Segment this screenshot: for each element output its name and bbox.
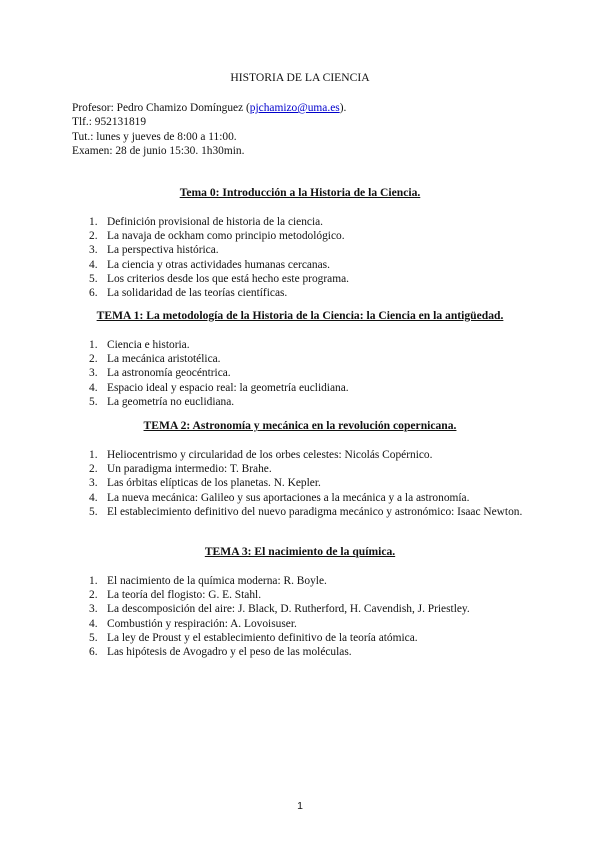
list-item — [72, 243, 528, 257]
list-item — [72, 574, 528, 588]
list-item — [72, 338, 528, 352]
course-info — [72, 101, 346, 158]
item-text: Un paradigma intermedio: T. Brahe. — [107, 463, 272, 476]
item-number: 1. — [89, 449, 98, 461]
item-number: 5. — [89, 505, 98, 518]
item-text: Combustión y respiración: A. Lovoisuser. — [107, 617, 297, 630]
section-heading: Tema 0: Introducción a la Historia de la Ciencia. — [179, 186, 421, 199]
item-text: El nacimiento de la química moderna: R. Boyle. — [107, 575, 327, 587]
item-number: 4. — [89, 381, 98, 394]
item-number: 6. — [89, 646, 98, 659]
list-item — [72, 258, 528, 272]
list-item — [72, 631, 528, 645]
tutoring-line: Tut.: lunes y jueves de 8:00 a 11:00. — [72, 130, 237, 143]
section-heading: TEMA 3: El nacimiento de la química. — [204, 545, 396, 558]
item-text: La geometría no euclidiana. — [107, 395, 235, 408]
item-text: El establecimiento definitivo del nuevo paradigma mecánico y astronómico: Isaac Newton. — [107, 505, 523, 518]
professor-email-link[interactable]: pjchamizo@uma.es — [249, 102, 340, 114]
item-text: Heliocentrismo y circularidad de los orbes celestes: Nicolás Copérnico. — [107, 449, 433, 461]
item-number: 5. — [89, 631, 98, 644]
item-number: 1. — [89, 216, 98, 228]
item-text: Los criterios desde los que está hecho este programa. — [107, 272, 349, 285]
item-text: Ciencia e historia. — [107, 339, 190, 351]
list-item — [72, 215, 528, 229]
list-item — [72, 272, 528, 286]
topic-list — [72, 448, 528, 519]
item-text: Definición provisional de historia de la ciencia. — [107, 216, 324, 228]
list-item — [72, 352, 528, 366]
exam-line: Examen: 28 de junio 15:30. 1h30min. — [72, 144, 245, 157]
page-number: 1 — [297, 800, 303, 812]
list-item — [72, 286, 528, 300]
list-item — [72, 395, 528, 409]
professor-prefix: Profesor: Pedro Chamizo Domínguez ( — [72, 102, 250, 114]
section-tema-2 — [72, 419, 528, 519]
item-number: 3. — [89, 477, 98, 490]
professor-suffix: ). — [339, 102, 347, 114]
item-text: Las órbitas elípticas de los planetas. N. Kepler. — [107, 477, 321, 490]
section-tema-0 — [72, 186, 528, 300]
list-item — [72, 366, 528, 380]
item-text: Espacio ideal y espacio real: la geometría euclidiana. — [107, 381, 349, 394]
section-tema-1 — [72, 309, 528, 409]
document-title: HISTORIA DE LA CIENCIA — [230, 71, 370, 84]
item-text: La descomposición del aire: J. Black, D. Rutherford, H. Cavendish, J. Priestley. — [107, 603, 470, 616]
item-text: La ley de Proust y el establecimiento definitivo de la teoría atómica. — [107, 631, 418, 644]
topic-list — [72, 215, 528, 300]
section-heading: TEMA 1: La metodología de la Historia de la Ciencia: la Ciencia en la antigüedad. — [96, 309, 504, 322]
topic-list — [72, 338, 528, 409]
topic-list — [72, 574, 528, 659]
list-item — [72, 505, 528, 519]
item-number: 1. — [89, 339, 98, 351]
item-text: La solidaridad de las teorías científicas. — [107, 287, 288, 300]
list-item — [72, 617, 528, 631]
item-text: La teoría del flogisto: G. E. Stahl. — [107, 589, 262, 602]
phone-line: Tlf.: 952131819 — [72, 116, 147, 129]
item-text: La navaja de ockham como principio metodológico. — [107, 230, 345, 243]
item-number: 6. — [89, 287, 98, 300]
item-number: 2. — [89, 463, 98, 476]
item-number: 3. — [89, 603, 98, 616]
item-text: La perspectiva histórica. — [107, 244, 219, 257]
section-tema-3 — [72, 545, 528, 659]
item-number: 3. — [89, 244, 98, 257]
item-number: 4. — [89, 491, 98, 504]
item-number: 2. — [89, 589, 98, 602]
item-text: La astronomía geocéntrica. — [107, 367, 231, 380]
item-text: La nueva mecánica: Galileo y sus aportaciones a la mecánica y a la astronomía. — [107, 491, 470, 504]
item-number: 4. — [89, 258, 98, 271]
list-item — [72, 491, 528, 505]
item-number: 2. — [89, 353, 98, 366]
list-item — [72, 588, 528, 602]
list-item — [72, 645, 528, 659]
item-number: 5. — [89, 272, 98, 285]
list-item — [72, 448, 528, 462]
list-item — [72, 476, 528, 490]
list-item — [72, 229, 528, 243]
item-text: Las hipótesis de Avogadro y el peso de las moléculas. — [107, 646, 352, 659]
item-text: La ciencia y otras actividades humanas cercanas. — [107, 258, 330, 271]
list-item — [72, 381, 528, 395]
list-item — [72, 602, 528, 616]
item-number: 1. — [89, 575, 98, 587]
item-number: 4. — [89, 617, 98, 630]
section-heading: TEMA 2: Astronomía y mecánica en la revolución copernicana. — [143, 419, 457, 432]
list-item — [72, 462, 528, 476]
item-number: 2. — [89, 230, 98, 243]
item-number: 5. — [89, 395, 98, 408]
item-number: 3. — [89, 367, 98, 380]
item-text: La mecánica aristotélica. — [107, 353, 221, 366]
professor-line — [72, 101, 346, 115]
